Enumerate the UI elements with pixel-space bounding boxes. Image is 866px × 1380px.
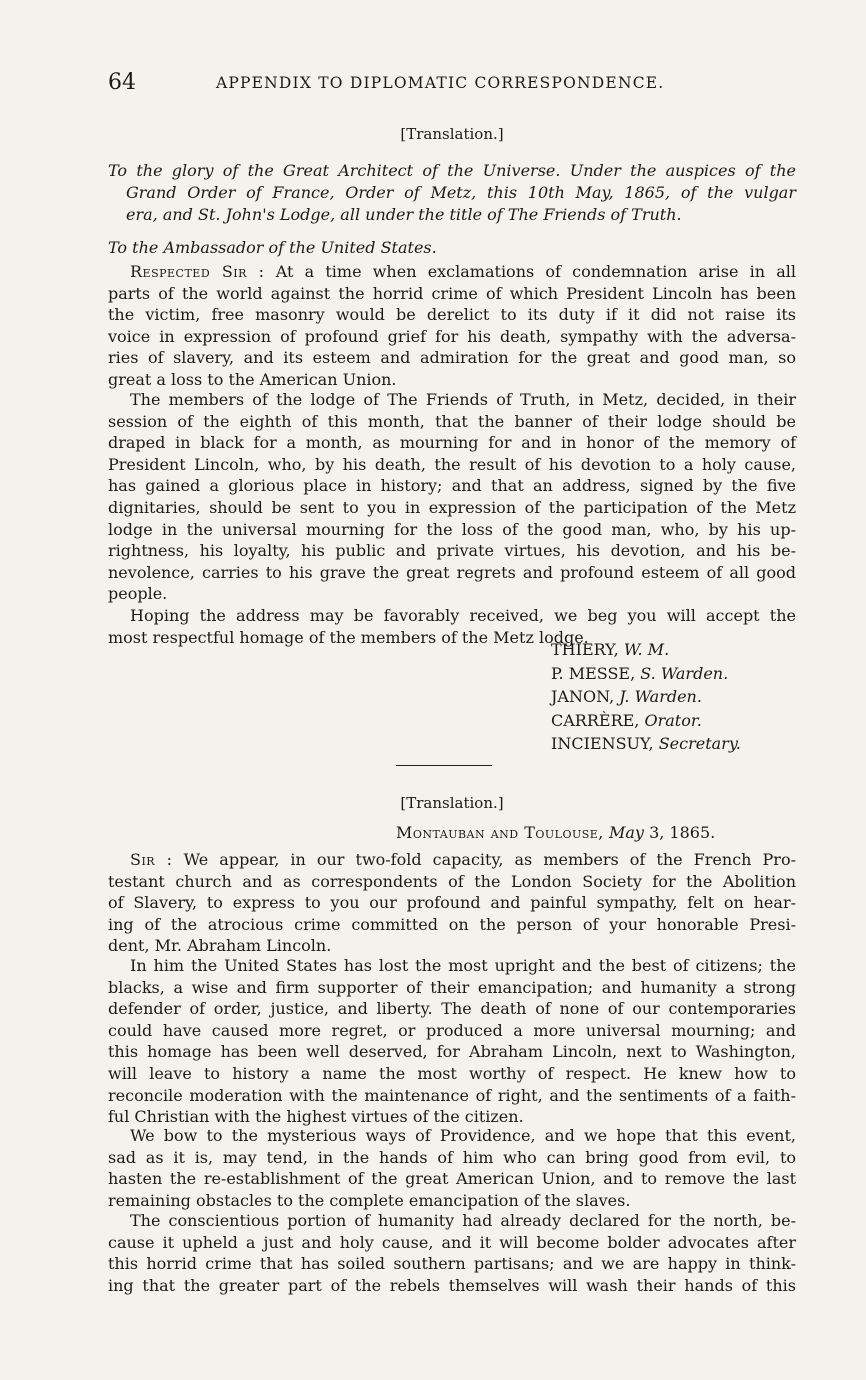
text-line: ful Christian with the highest virtues of the citizen. <box>108 1107 524 1127</box>
signatory: CARRÈRE, Orator. <box>551 710 702 730</box>
text-line: of Slavery, to express to you our profound and painful sympathy, felt on hear- <box>108 893 796 913</box>
date-month: May <box>609 823 644 842</box>
page-number: 64 <box>108 70 136 95</box>
text-line: reconcile moderation with the maintenance of right, and the sentiments of a faith- <box>108 1085 796 1105</box>
addressee: To the Ambassador of the United States. <box>108 238 437 257</box>
letter1-paragraph-2 <box>108 389 796 605</box>
preamble-line: Grand Order of France, Order of Metz, this 10th May, 1865, of the vulgar <box>126 183 796 202</box>
letter1-paragraph-1 <box>108 261 796 391</box>
letter2-paragraph-2 <box>108 955 796 1128</box>
section-divider <box>396 765 492 766</box>
text-line: defender of order, justice, and liberty. The death of none of our contemporaries <box>108 999 796 1019</box>
text-line: session of the eighth of this month, that the banner of their lodge should be <box>108 411 796 431</box>
text-line: hasten the re-establishment of the great American Union, and to remove the last <box>108 1169 796 1189</box>
text-line: Hoping the address may be favorably received, we beg you will accept the <box>130 606 796 625</box>
text-line: has gained a glorious place in history; and that an address, signed by the five <box>108 476 796 496</box>
text-line: dent, Mr. Abraham Lincoln. <box>108 936 332 956</box>
salutation: Sir : <box>130 850 173 869</box>
date-rest: 3, 1865. <box>649 823 716 842</box>
letter2-paragraph-4 <box>108 1210 796 1296</box>
text-line: ing of the atrocious crime committed on the person of your honorable Presi- <box>108 914 796 934</box>
text-line: the victim, free masonry would be derelict to its duty if it did not raise its <box>108 305 796 325</box>
text-line: will leave to history a name the most worthy of respect. He knew how to <box>108 1063 796 1083</box>
text-line: parts of the world against the horrid crime of which President Lincoln has been <box>108 283 796 303</box>
signatory: JANON, J. Warden. <box>551 687 702 707</box>
signatory: THIERY, W. M. <box>551 640 670 659</box>
text-line: The conscientious portion of humanity had already declared for the north, be- <box>130 1211 796 1230</box>
signatory: INCIENSUY, Secretary. <box>551 734 741 754</box>
letter2-paragraph-1 <box>108 849 796 957</box>
text-line: people. <box>108 584 168 604</box>
text-line: sad as it is, may tend, in the hands of him who can bring good from evil, to <box>108 1147 796 1167</box>
text-line: dignitaries, should be sent to you in expression of the participation of the Metz <box>108 497 796 517</box>
text-line: ing that the greater part of the rebels themselves will wash their hands of this <box>108 1275 796 1295</box>
dateline <box>396 823 715 842</box>
text-line: voice in expression of profound grief for his death, sympathy with the adversa- <box>108 326 796 346</box>
running-head: APPENDIX TO DIPLOMATIC CORRESPONDENCE. <box>216 74 665 92</box>
text-line: We bow to the mysterious ways of Providence, and we hope that this event, <box>130 1126 796 1145</box>
preamble-line: era, and St. John's Lodge, all under the title of The Friends of Truth. <box>126 205 682 224</box>
translation-label-2: [Translation.] <box>400 794 504 812</box>
text-line: lodge in the universal mourning for the loss of the good man, who, by his up- <box>108 519 796 539</box>
text-line: Respected Sir : At a time when exclamations of condemnation arise in all <box>130 262 797 281</box>
text-line: most respectful homage of the members of the Metz lodge. <box>108 627 589 647</box>
salutation: Respected Sir : <box>130 262 265 281</box>
preamble <box>108 160 796 226</box>
preamble-line: To the glory of the Great Architect of the Universe. Under the auspices of the <box>108 161 796 180</box>
text-line: The members of the lodge of The Friends of Truth, in Metz, decided, in their <box>130 390 796 409</box>
signatory: P. MESSE, S. Warden. <box>551 663 729 683</box>
text-line: cause it upheld a just and holy cause, and it will become bolder advocates after <box>108 1232 796 1252</box>
place: Montauban and Toulouse, <box>396 823 604 842</box>
text-line: great a loss to the American Union. <box>108 369 397 389</box>
text-line: nevolence, carries to his grave the great regrets and profound esteem of all good <box>108 562 796 582</box>
text-line: testant church and as correspondents of the London Society for the Abolition <box>108 871 796 891</box>
text-line: could have caused more regret, or produced a more universal mourning; and <box>108 1020 796 1040</box>
translation-label-1: [Translation.] <box>400 125 504 143</box>
signature-block <box>551 638 741 756</box>
text-line: ries of slavery, and its esteem and admiration for the great and good man, so <box>108 348 796 368</box>
text-line: Sir : We appear, in our two-fold capacity, as members of the French Pro- <box>130 850 796 869</box>
text-line: President Lincoln, who, by his death, the result of his devotion to a holy cause, <box>108 454 796 474</box>
text-line: blacks, a wise and firm supporter of their emancipation; and humanity a strong <box>108 977 796 997</box>
text-line: rightness, his loyalty, his public and private virtues, his devotion, and his be- <box>108 541 796 561</box>
page-header <box>108 70 798 98</box>
text-line: draped in black for a month, as mourning for and in honor of the memory of <box>108 433 796 453</box>
letter2-paragraph-3 <box>108 1125 796 1211</box>
text-line: In him the United States has lost the most upright and the best of citizens; the <box>130 956 796 975</box>
text-line: this horrid crime that has soiled southern partisans; and we are happy in think- <box>108 1254 796 1274</box>
text-line: this homage has been well deserved, for Abraham Lincoln, next to Washington, <box>108 1042 796 1062</box>
text-line: remaining obstacles to the complete emancipation of the slaves. <box>108 1190 631 1210</box>
